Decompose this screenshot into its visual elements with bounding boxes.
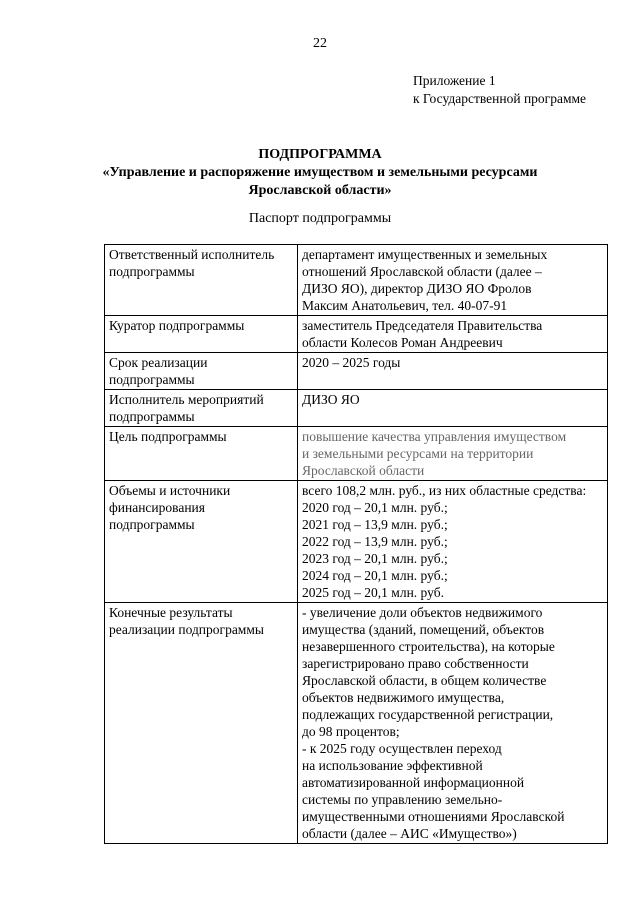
label-line: финансирования	[109, 500, 205, 515]
value-line: всего 108,2 млн. руб., из них областные средства:	[302, 483, 587, 498]
passport-subtitle: Паспорт подпрограммы	[248, 211, 392, 226]
value-line: 2023 год – 20,1 млн. руб.;	[302, 551, 448, 566]
value-line: - к 2025 году осуществлен переход	[302, 741, 502, 756]
row-label-cell	[105, 603, 298, 844]
row-value-cell	[298, 316, 608, 353]
value-line: на использование эффективной	[302, 758, 483, 773]
value-line: и земельными ресурсами на территории	[302, 446, 534, 461]
row-value-cell	[298, 427, 608, 481]
label-line: Срок реализации	[109, 355, 208, 370]
value-line: ДИЗО ЯО	[302, 392, 360, 407]
value-line: 2020 год – 20,1 млн. руб.;	[302, 500, 448, 515]
value-line: области (далее – АИС «Имущество»)	[302, 826, 517, 841]
value-line: подлежащих государственной регистрации,	[302, 707, 554, 722]
label-line: Цель подпрограммы	[109, 429, 227, 444]
row-value-cell	[298, 245, 608, 316]
value-line: незавершенного строительства), на которые	[302, 639, 555, 654]
value-line: отношений Ярославской области (далее –	[302, 264, 542, 279]
value-line: имущественными отношениями Ярославской	[302, 809, 565, 824]
passport-table-body	[105, 245, 608, 844]
label-line: подпрограммы	[109, 264, 195, 279]
value-line: заместитель Председателя Правительства	[302, 318, 543, 333]
label-line: Исполнитель мероприятий	[109, 392, 264, 407]
row-value-cell	[298, 481, 608, 603]
value-line: - увеличение доли объектов недвижимого	[302, 605, 543, 620]
label-line: реализации подпрограммы	[109, 622, 264, 637]
subprogram-title	[0, 146, 640, 200]
label-line: Объемы и источники	[109, 483, 231, 498]
row-label-cell	[105, 427, 298, 481]
value-line: департамент имущественных и земельных	[302, 247, 548, 262]
row-value-cell	[298, 353, 608, 390]
table-row	[105, 353, 608, 390]
value-line: 2021 год – 13,9 млн. руб.;	[302, 517, 448, 532]
value-line: 2022 год – 13,9 млн. руб.;	[302, 534, 448, 549]
value-line: повышение качества управления имуществом	[302, 429, 567, 444]
passport-table	[104, 244, 608, 844]
table-row	[105, 245, 608, 316]
value-line: Ярославской области, в общем количестве	[302, 673, 547, 688]
label-line: подпрограммы	[109, 409, 195, 424]
appendix-line: к Государственной программе	[413, 91, 587, 106]
value-line: системы по управлению земельно-	[302, 792, 503, 807]
label-line: подпрограммы	[109, 517, 195, 532]
title-line: Ярославской области»	[248, 183, 392, 198]
value-line: 2024 год – 20,1 млн. руб.;	[302, 568, 448, 583]
appendix-note	[413, 72, 586, 108]
value-line: 2020 – 2025 годы	[302, 355, 401, 370]
table-row	[105, 390, 608, 427]
row-label-cell	[105, 353, 298, 390]
table-row	[105, 603, 608, 844]
value-line: до 98 процентов;	[302, 724, 400, 739]
table-row	[105, 427, 608, 481]
label-line: Конечные результаты	[109, 605, 233, 620]
title-line: «Управление и распоряжение имуществом и земельными ресурсами	[102, 165, 538, 180]
value-line: имущества (зданий, помещений, объектов	[302, 622, 545, 637]
value-line: объектов недвижимого имущества,	[302, 690, 505, 705]
row-label-cell	[105, 316, 298, 353]
title-line: ПОДПРОГРАММА	[258, 147, 382, 162]
value-line: области Колесов Роман Андреевич	[302, 335, 503, 350]
value-line: Ярославской области	[302, 463, 425, 478]
row-label-cell	[105, 481, 298, 603]
label-line: Куратор подпрограммы	[109, 318, 245, 333]
page-number: 22	[313, 36, 327, 51]
row-value-cell	[298, 390, 608, 427]
value-line: автоматизированной информационной	[302, 775, 525, 790]
label-line: подпрограммы	[109, 372, 195, 387]
row-label-cell	[105, 245, 298, 316]
row-label-cell	[105, 390, 298, 427]
value-line: Максим Анатольевич, тел. 40-07-91	[302, 298, 508, 313]
table-row	[105, 481, 608, 603]
label-line: Ответственный исполнитель	[109, 247, 275, 262]
row-value-cell	[298, 603, 608, 844]
value-line: зарегистрировано право собственности	[302, 656, 529, 671]
value-line: 2025 год – 20,1 млн. руб.	[302, 585, 444, 600]
appendix-line: Приложение 1	[413, 73, 496, 88]
table-row	[105, 316, 608, 353]
value-line: ДИЗО ЯО), директор ДИЗО ЯО Фролов	[302, 281, 532, 296]
